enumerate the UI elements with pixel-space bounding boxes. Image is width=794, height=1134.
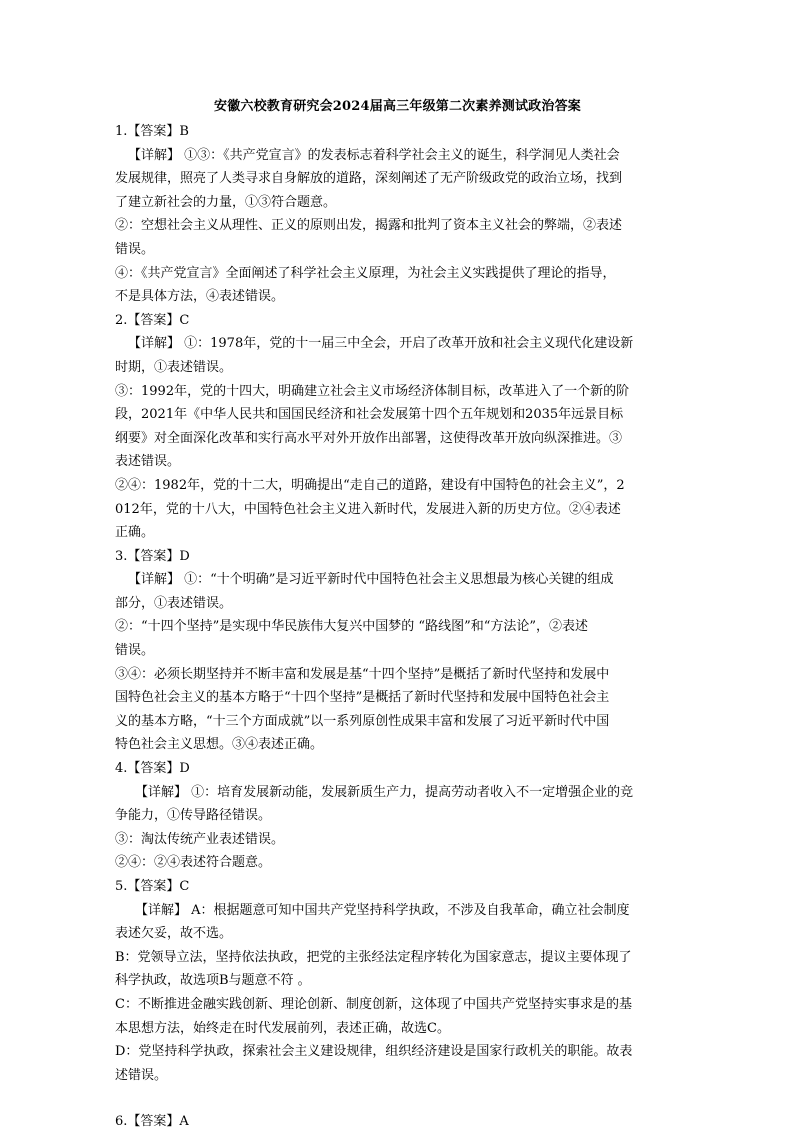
explanation-line: 【详解】 A：根据题意可知中国共产党坚持科学执政，不涉及自我革命，确立社会制度 — [135, 902, 630, 918]
explanation-line: C：不断推进金融实践创新、理论创新、制度创新，这体现了中国共产党坚持实事求是的基 — [115, 996, 632, 1012]
explanation-line: ②：空想社会主义从理性、正义的原则出发，揭露和批判了资本主义社会的弊端，②表述 — [115, 218, 623, 234]
explanation-line: 了建立新社会的力量，①③符合题意。 — [115, 194, 337, 210]
answer-heading: 6.【答案】A — [115, 1114, 189, 1130]
explanation-line: 部分，①表述错误。 — [115, 595, 233, 611]
explanation-line: 义的基本方略，“十三个方面成就”以一系列原创性成果丰富和发展了习近平新时代中国 — [115, 713, 610, 729]
explanation-line: ②④：②④表述符合题意。 — [115, 855, 272, 871]
question-block-2 — [115, 309, 680, 545]
document-title: 安徽六校教育研究会2024届高三年级第二次素养测试政治答案 — [214, 99, 581, 114]
explanation-line: ②④：1982年，党的十二大，明确提出“走自己的道路，建设有中国特色的社会主义”，2 — [115, 477, 625, 493]
explanation-line: ③：1992年，党的十四大，明确建立社会主义市场经济体制目标，改革进入了一个新的阶 — [115, 383, 630, 399]
explanation-line: D：党坚持科学执政，探索社会主义建设规律，组织经济建设是国家行政机关的职能。故表 — [115, 1044, 633, 1060]
explanation-line: 错误。 — [115, 241, 155, 257]
explanation-line: 发展规律，照亮了人类寻求自身解放的道路，深刻阐述了无产阶级政党的政治立场，找到 — [115, 171, 623, 187]
explanation-line: 特色社会主义思想。③④表述正确。 — [115, 737, 324, 753]
explanation-line: ③：淘汰传统产业表述错误。 — [115, 831, 285, 847]
explanation-line: 国特色社会主义的基本方略于“十四个坚持”是概括了新时代坚持和发展中国特色社会主 — [115, 690, 610, 706]
explanation-line: ②：“十四个坚持”是实现中华民族伟大复兴中国梦的 “路线图”和“方法论”，②表述 — [115, 619, 589, 635]
blank-gap — [115, 1087, 680, 1110]
explanation-line: 错误。 — [115, 643, 155, 659]
explanation-line: 012年，党的十八大，中国特色社会主义进入新时代，发展进入新的历史方位。②④表述 — [115, 501, 621, 517]
explanation-line: 表述欠妥，故不选。 — [115, 926, 233, 942]
explanation-line: ④：《共产党宣言》全面阐述了科学社会主义原理，为社会主义实践提供了理论的指导， — [115, 265, 616, 281]
explanation-line: 段，2021年《中华人民共和国国民经济和社会发展第十四个五年规划和2035年远景目标 — [115, 407, 624, 423]
explanation-line: 【详解】 ①：培育发展新动能，发展新质生产力，提高劳动者收入不一定增强企业的竞 — [135, 784, 634, 800]
answer-heading: 1.【答案】B — [115, 124, 189, 139]
question-block-6 — [115, 1110, 680, 1134]
answer-document — [115, 98, 680, 1134]
answer-heading: 2.【答案】C — [115, 312, 190, 328]
explanation-line: 科学执政，故选项B与题意不符 。 — [115, 973, 311, 989]
answer-heading: 4.【答案】D — [115, 761, 190, 777]
explanation-line: 纲要》对全面深化改革和实行高水平对外开放作出部署，这使得改革开放向纵深推进。③ — [115, 430, 623, 446]
explanation-line: 时期，①表述错误。 — [115, 359, 233, 375]
answer-heading: 5.【答案】C — [115, 879, 190, 894]
explanation-line: 【详解】 ①：“十个明确”是习近平新时代中国特色社会主义思想最为核心关键的组成 — [128, 572, 614, 588]
question-block-4 — [115, 757, 680, 875]
question-block-5 — [115, 875, 680, 1087]
explanation-line: 正确。 — [115, 525, 155, 541]
question-block-1 — [115, 120, 680, 309]
explanation-line: 争能力，①传导路径错误。 — [115, 808, 272, 824]
explanation-line: 不是具体方法，④表述错误。 — [115, 289, 285, 305]
explanation-line: 述错误。 — [115, 1067, 168, 1083]
explanation-line: 【详解】 ①：1978年，党的十一届三中全会，开启了改革开放和社会主义现代化建设新 — [128, 336, 634, 352]
explanation-line: 表述错误。 — [115, 454, 181, 470]
explanation-line: B：党领导立法，坚持依法执政，把党的主张经法定程序转化为国家意志，提议主要体现了 — [115, 949, 632, 965]
answer-heading: 3.【答案】D — [115, 548, 190, 564]
explanation-line: ③④：必须长期坚持并不断丰富和发展是基“十四个坚持”是概括了新时代坚持和发展中 — [115, 666, 610, 682]
explanation-line: 本思想方法，始终走在时代发展前列，表述正确，故选C。 — [115, 1020, 450, 1036]
question-block-3 — [115, 545, 680, 757]
explanation-line: 【详解】 ①③：《共产党宣言》的发表标志着科学社会主义的诞生，科学洞见人类社会 — [128, 147, 620, 163]
